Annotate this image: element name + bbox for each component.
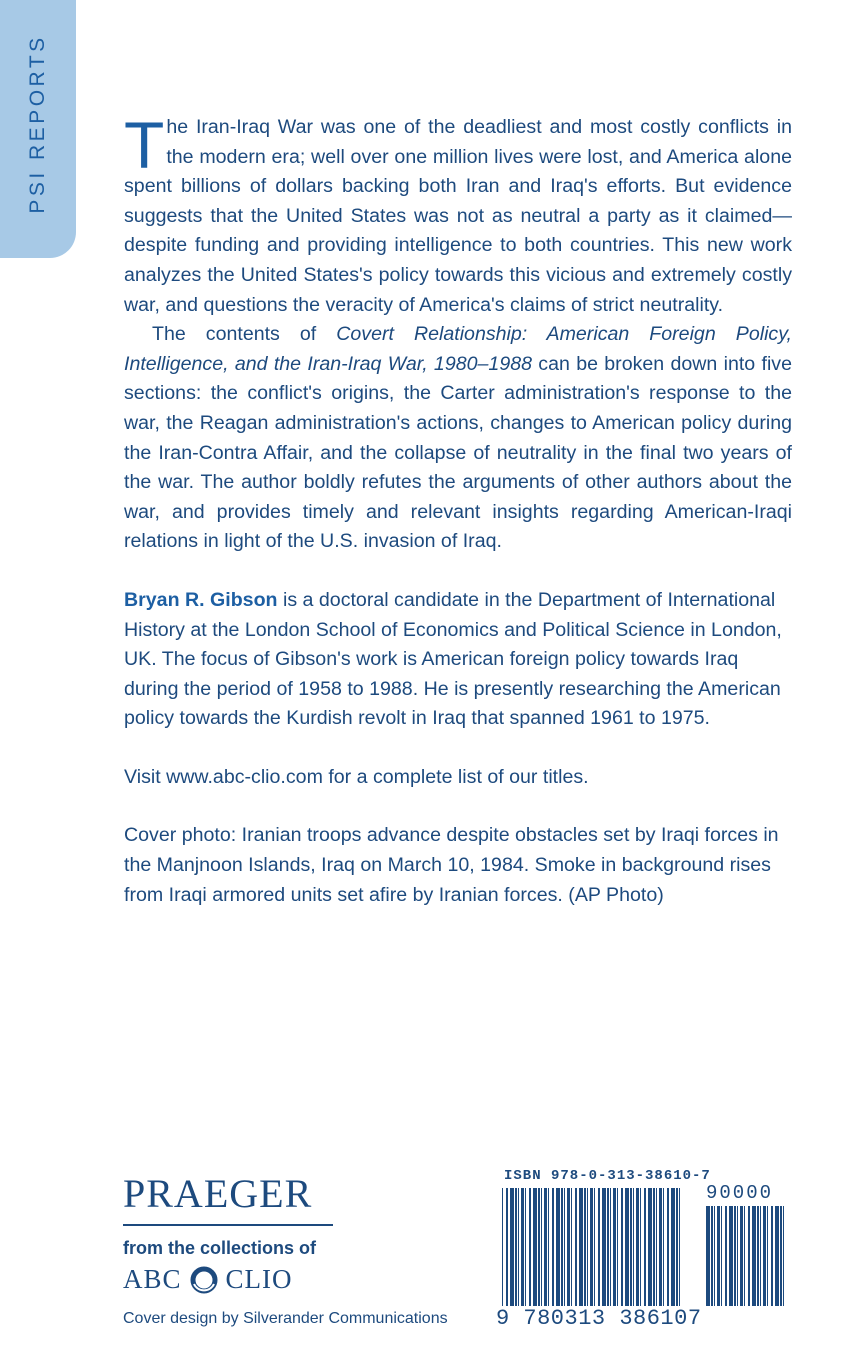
barcode-bar	[617, 1188, 618, 1306]
barcode-bar	[607, 1188, 609, 1306]
barcode-bar	[598, 1188, 600, 1306]
barcode-bar	[760, 1206, 761, 1306]
barcode-bar	[538, 1188, 540, 1306]
barcode-bar	[506, 1188, 508, 1306]
barcode-bar	[644, 1188, 646, 1306]
barcode-bar	[610, 1188, 611, 1306]
barcode-bar	[711, 1206, 713, 1306]
barcode-bar	[502, 1188, 503, 1306]
barcode-bar	[717, 1206, 720, 1306]
isbn-label: ISBN 978-0-313-38610-7	[504, 1168, 711, 1184]
barcode-bar	[521, 1188, 524, 1306]
isbn-barcode	[494, 1168, 794, 1340]
barcode-bar	[725, 1206, 727, 1306]
barcode-bar	[763, 1206, 766, 1306]
barcode-bar	[636, 1188, 639, 1306]
barcode-bar	[679, 1188, 680, 1306]
barcode-bar	[767, 1206, 768, 1306]
abc-wordmark: ABC	[123, 1264, 182, 1294]
barcode-bar	[676, 1188, 678, 1306]
barcode-bar	[544, 1188, 547, 1306]
price-code: 90000	[706, 1182, 774, 1204]
drop-cap: T	[124, 108, 165, 182]
barcode-bar	[515, 1188, 517, 1306]
barcode-bar	[541, 1188, 542, 1306]
barcode-bar	[548, 1188, 549, 1306]
barcode-bar	[602, 1188, 606, 1306]
barcode-bar	[613, 1188, 616, 1306]
barcode-bar	[667, 1188, 669, 1306]
barcode-bar	[648, 1188, 652, 1306]
series-label: PSI REPORTS	[26, 34, 49, 214]
barcode-bar	[561, 1188, 563, 1306]
barcode-bar	[671, 1188, 675, 1306]
clio-wordmark: CLIO	[225, 1264, 293, 1294]
praeger-logo: PRAEGER	[123, 1171, 313, 1216]
barcode-bar	[630, 1188, 632, 1306]
barcode-bar	[771, 1206, 773, 1306]
design-credit: Cover design by Silverander Communications	[123, 1310, 448, 1327]
cover-photo-credit: Cover photo: Iranian troops advance despite obstacles set by Iraqi forces in the Manjnoon Islands, Iraq on March 10, 1984. Smoke in background rises from Iraqi armored units set afire by Iranian forces. (AP Photo)	[124, 824, 779, 906]
barcode-bar	[556, 1188, 560, 1306]
author-bio	[124, 586, 792, 734]
barcode-bar	[575, 1188, 577, 1306]
visit-website-text: Visit www.abc-clio.com for a complete list of our titles.	[124, 765, 589, 788]
barcode-bar	[737, 1206, 738, 1306]
abc-clio-logo	[123, 1264, 333, 1295]
barcode-bar	[594, 1188, 595, 1306]
barcode-bar	[510, 1188, 514, 1306]
barcode-bar	[579, 1188, 583, 1306]
book-title: Covert Relationship: American Foreign Policy, Intelligence, and the Iran-Iraq War, 1980–1988	[124, 323, 793, 375]
barcode-bar	[571, 1188, 572, 1306]
author-name: Bryan R. Gibson	[124, 588, 278, 611]
series-tab	[0, 0, 76, 258]
barcode-digits: 9 780313 386107	[496, 1306, 702, 1331]
barcode-bar	[590, 1188, 593, 1306]
barcode-bar	[584, 1188, 586, 1306]
barcode-bar	[734, 1206, 736, 1306]
barcode-bar	[587, 1188, 588, 1306]
back-cover-text	[124, 108, 793, 910]
description-paragraph-2-text: can be broken down into five sections: the conflict's origins, the Carter administration's response to the war, the Reagan administration's actions, changes to American policy during the Iran-Contra Affair, and the collapse of neutrality in the final two years of the war. The author boldly refutes the arguments of other authors about the war, and provides timely and relevant insights regarding American-Iraqi relations in light of the U.S. invasion of Iraq.	[124, 352, 792, 553]
barcode-bar	[518, 1188, 519, 1306]
barcode-bar	[640, 1188, 641, 1306]
barcode-bar	[757, 1206, 759, 1306]
barcode-bar	[780, 1206, 782, 1306]
barcode-bar	[525, 1188, 526, 1306]
description-paragraph-2-intro: The contents of	[152, 323, 337, 346]
barcode-bar	[721, 1206, 722, 1306]
collections-text: from the collections of	[123, 1238, 317, 1258]
barcode-bar	[621, 1188, 623, 1306]
barcode-bar	[552, 1188, 554, 1306]
barcode-bar	[706, 1206, 710, 1306]
barcode-bar	[775, 1206, 779, 1306]
publisher-block	[123, 1172, 333, 1295]
barcode-bars	[494, 1188, 794, 1318]
barcode-bar	[564, 1188, 565, 1306]
abc-clio-swirl-icon	[190, 1266, 218, 1294]
description-paragraph-1	[124, 108, 792, 320]
barcode-bar	[740, 1206, 743, 1306]
barcode-bar	[659, 1188, 662, 1306]
barcode-bar	[714, 1206, 715, 1306]
barcode-bar	[663, 1188, 664, 1306]
barcode-bar	[729, 1206, 733, 1306]
barcode-bar	[656, 1188, 657, 1306]
description-paragraph-1-text: he Iran-Iraq War was one of the deadliest and most costly conflicts in the modern era; well over one million lives were lost, and America alone spent billions of dollars backing both Iran and Iraq's efforts. But evidence suggests that the United States was not as neutral a party as it claimed—despite funding and providing intelligence to both countries. This new work analyzes the United States's policy towards this vicious and extremely costly war, and questions the veracity of America's claims of strict neutrality.	[124, 116, 792, 316]
author-bio-text: is a doctoral candidate in the Department of International History at the London School of Economics and Political Science in London, UK. The focus of Gibson's work is American foreign policy towards Iraq during the period of 1958 to 1988. He is presently researching the American policy towards the Kurdish revolt in Iraq that spanned 1961 to 1975.	[124, 588, 782, 730]
barcode-bar	[744, 1206, 745, 1306]
barcode-bar	[752, 1206, 756, 1306]
barcode-bar	[625, 1188, 629, 1306]
description-paragraph-2	[124, 320, 792, 557]
barcode-bar	[783, 1206, 784, 1306]
barcode-bar	[533, 1188, 537, 1306]
barcode-bar	[567, 1188, 570, 1306]
barcode-bar	[529, 1188, 531, 1306]
publisher-divider	[123, 1224, 333, 1226]
barcode-bar	[633, 1188, 634, 1306]
barcode-bar	[653, 1188, 655, 1306]
barcode-bar	[748, 1206, 750, 1306]
